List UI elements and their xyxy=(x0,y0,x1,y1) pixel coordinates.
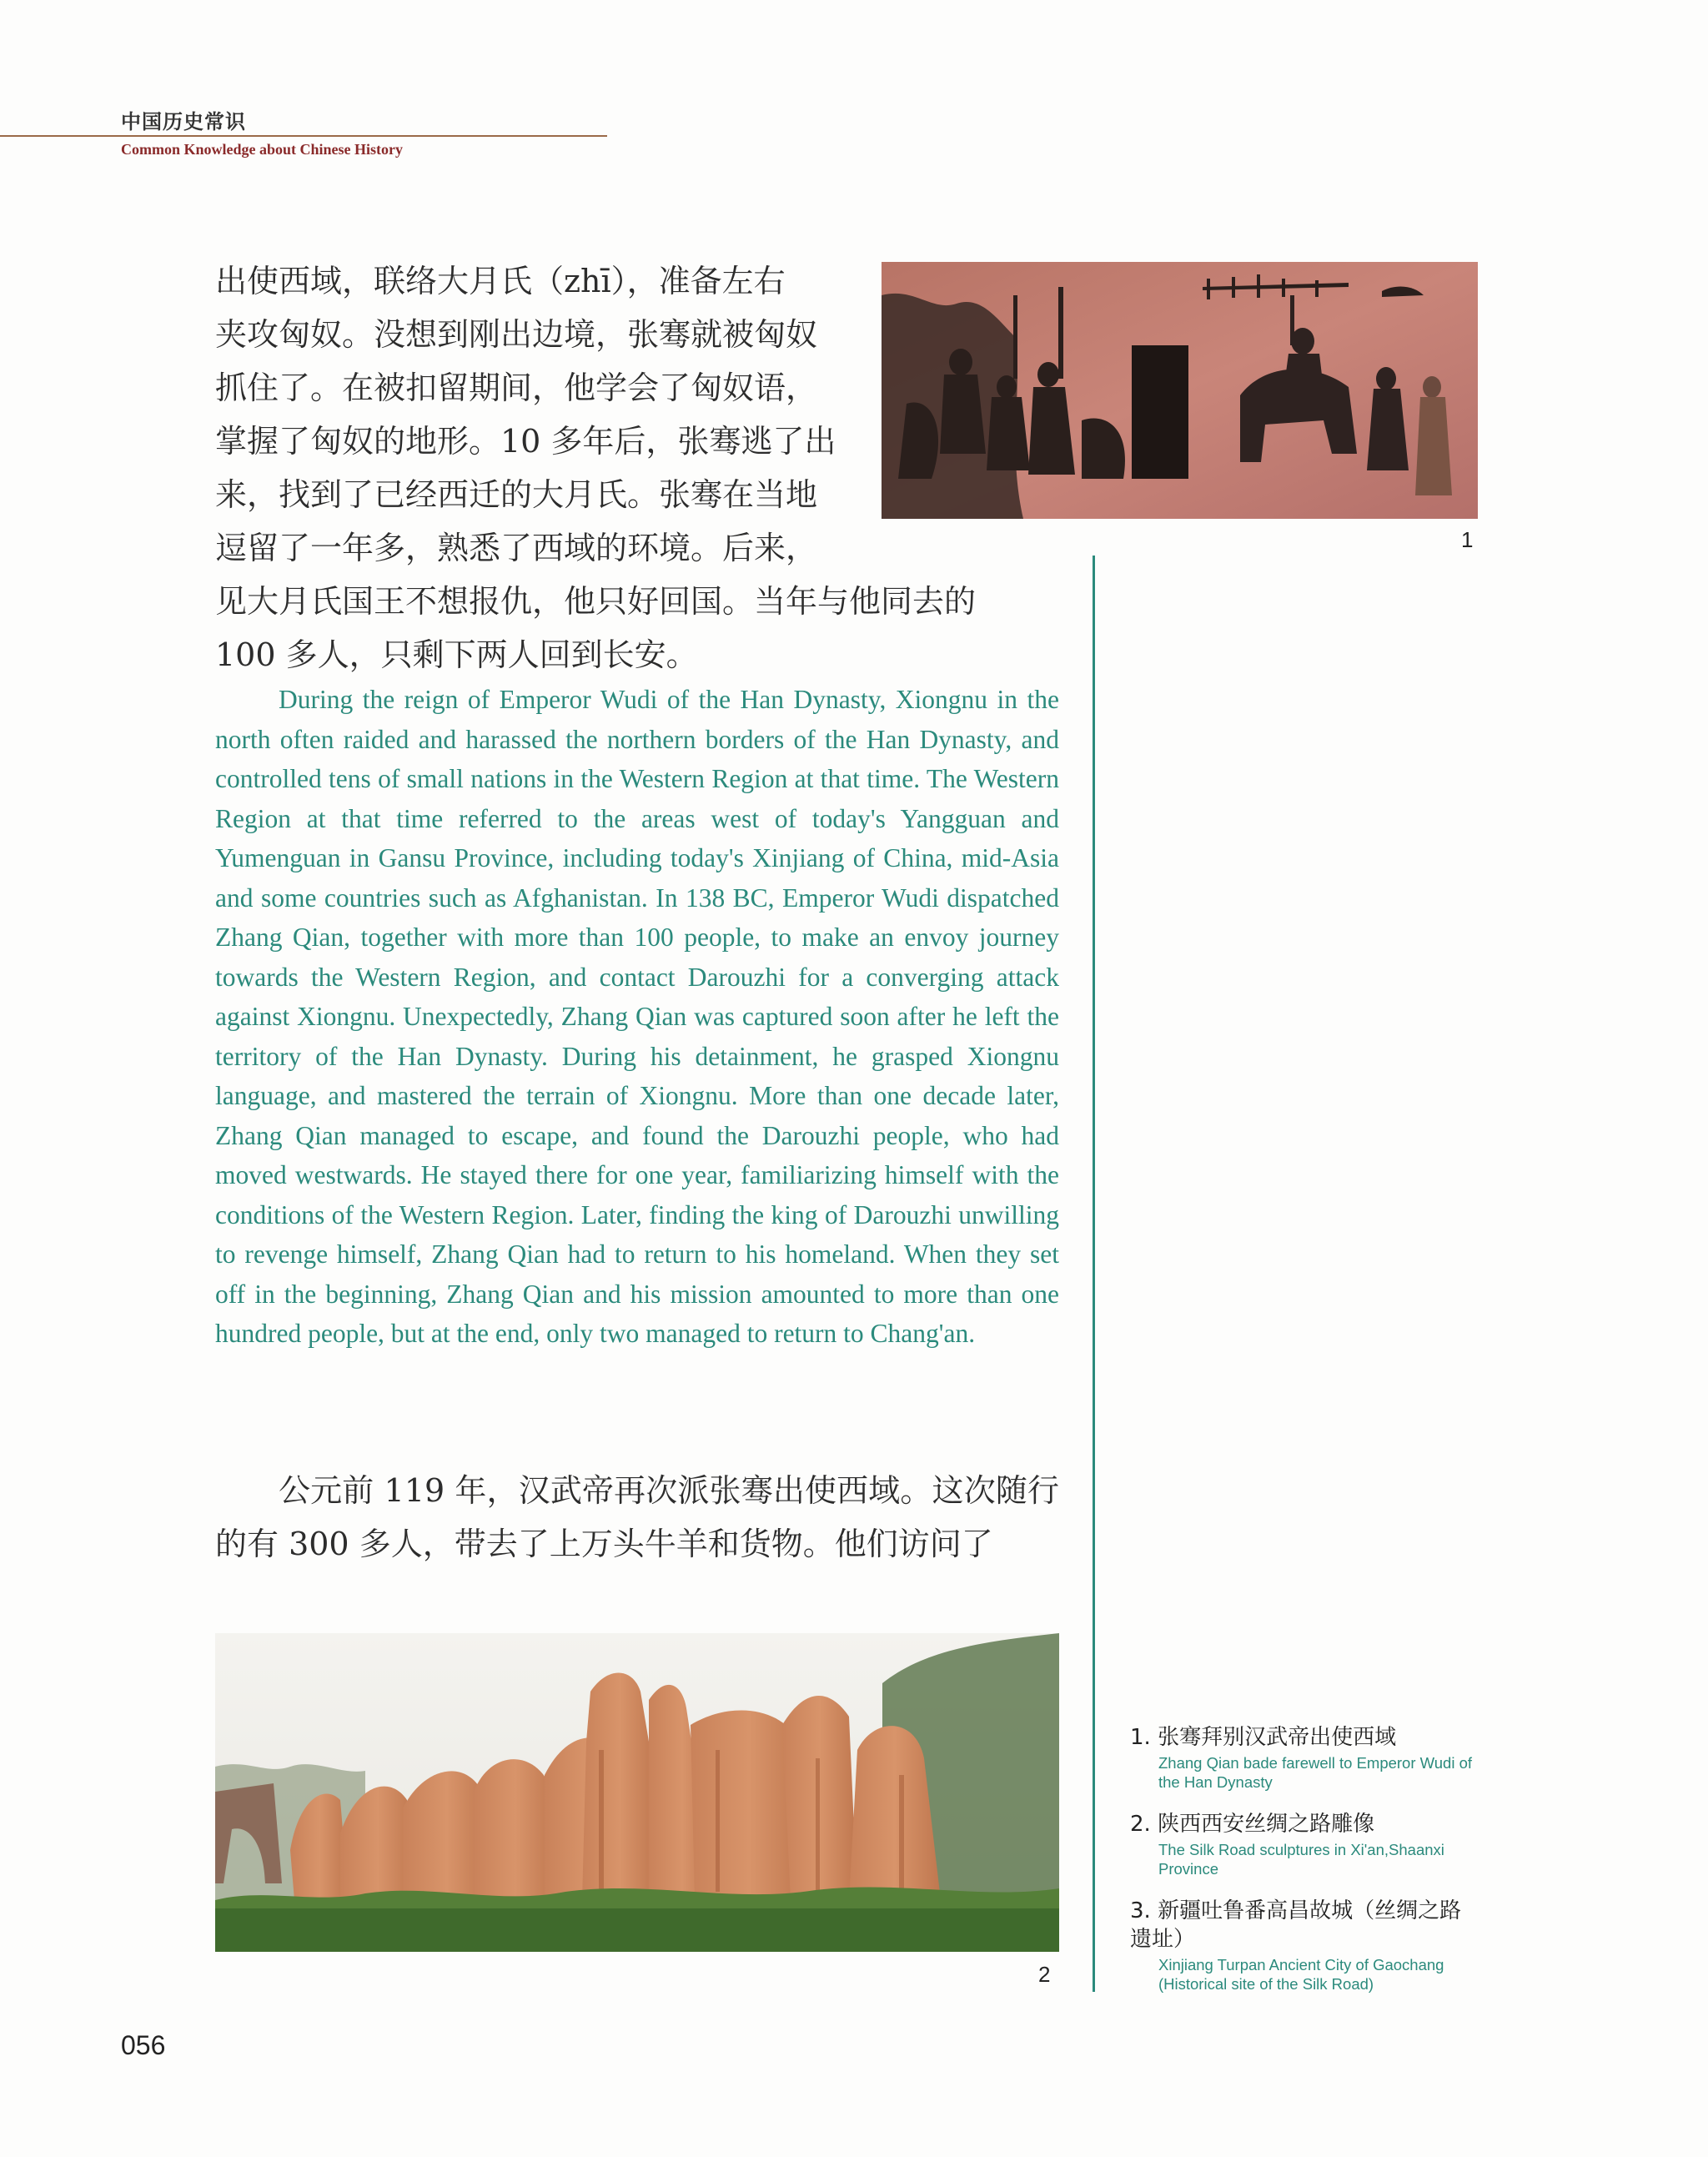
header-rule xyxy=(0,135,607,137)
caption-1 xyxy=(1130,1723,1480,1792)
text-line: 100 多人，只剩下两人回到长安。 xyxy=(215,636,698,673)
caption-3-en: Xinjiang Turpan Ancient City of Gaochang (Historical site of the Silk Road) xyxy=(1158,1956,1444,1993)
page-number: 056 xyxy=(121,2030,166,2060)
caption-2-en: The Silk Road sculptures in Xi'an,Shaanxi Province xyxy=(1158,1841,1444,1878)
text-line: 见大月氏国王不想报仇，他只好回国。当年与他同去的 xyxy=(215,583,977,620)
mural-illustration xyxy=(882,262,1478,519)
caption-1-zh: 1. 张骞拜别汉武帝出使西域 xyxy=(1130,1725,1397,1750)
caption-2-zh: 2. 陕西西安丝绸之路雕像 xyxy=(1130,1812,1375,1837)
sculpture-illustration xyxy=(215,1633,1059,1952)
text-line: 出使西域，联络大月氏（zhī），准备左右 xyxy=(215,263,786,299)
caption-3 xyxy=(1130,1897,1480,1994)
caption-2 xyxy=(1130,1810,1480,1878)
text-line: 夹攻匈奴。没想到刚出边境，张骞就被匈奴 xyxy=(215,316,818,353)
chinese-paragraph-bottom: 公元前 119 年，汉武帝再次派张骞出使西域。这次随行的有 300 多人，带去了上万头牛羊和货物。他们访问了 xyxy=(215,1472,1059,1562)
text-line: 掌握了匈奴的地形。10 多年后，张骞逃了出 xyxy=(215,423,836,460)
silk-road-sculpture-image xyxy=(215,1633,1059,1952)
caption-3-zh: 3. 新疆吐鲁番高昌故城（丝绸之路遗址） xyxy=(1130,1898,1462,1952)
figure-number-2: 2 xyxy=(1038,1962,1051,1987)
sidebar-rule xyxy=(1093,556,1095,1992)
book-title-en: Common Knowledge about Chinese History xyxy=(121,141,404,158)
mural-image xyxy=(882,262,1478,519)
text-line: 逗留了一年多，熟悉了西域的环境。后来， xyxy=(215,530,818,566)
caption-1-en: Zhang Qian bade farewell to Emperor Wudi of the Han Dynasty xyxy=(1158,1754,1473,1791)
book-title-zh: 中国历史常识 xyxy=(121,112,246,133)
text-line: 抓住了。在被扣留期间，他学会了匈奴语， xyxy=(215,370,818,406)
figure-number-1: 1 xyxy=(1461,527,1474,552)
text-line: 来，找到了已经西迁的大月氏。张骞在当地 xyxy=(215,476,818,513)
english-paragraph: During the reign of Emperor Wudi of the Han Dynasty, Xiongnu in the north often raided and harassed the northern borders of the Han Dynasty, and controlled tens of small nations in the Western Region at that time. The Western Region at that time referred to the areas west of today's Yangguan and Yumenguan in Gansu Province, including today's Xinjiang of China, mid-Asia and some countries such as Afghanistan. In 138 BC, Emperor Wudi dispatched Zhang Qian, together with more than 100 people, to make an envoy journey towards the Western Region, and contact Darouzhi for a converging attack against Xiongnu. Unexpectedly, Zhang Qian was captured soon after he left the territory of the Han Dynasty. During his detainment, he grasped Xiongnu language, and mastered the terrain of Xiongnu. More than one decade later, Zhang Qian managed to escape, and found the Darouzhi people, who had moved westwards. He stayed there for one year, familiarizing himself with the conditions of the Western Region. Later, finding the king of Darouzhi unwilling to revenge himself, Zhang Qian had to return to his homeland. When they set off in the beginning, Zhang Qian and his mission amounted to more than one hundred people, but at the end, only two managed to return to Chang'an. xyxy=(215,685,1059,1348)
